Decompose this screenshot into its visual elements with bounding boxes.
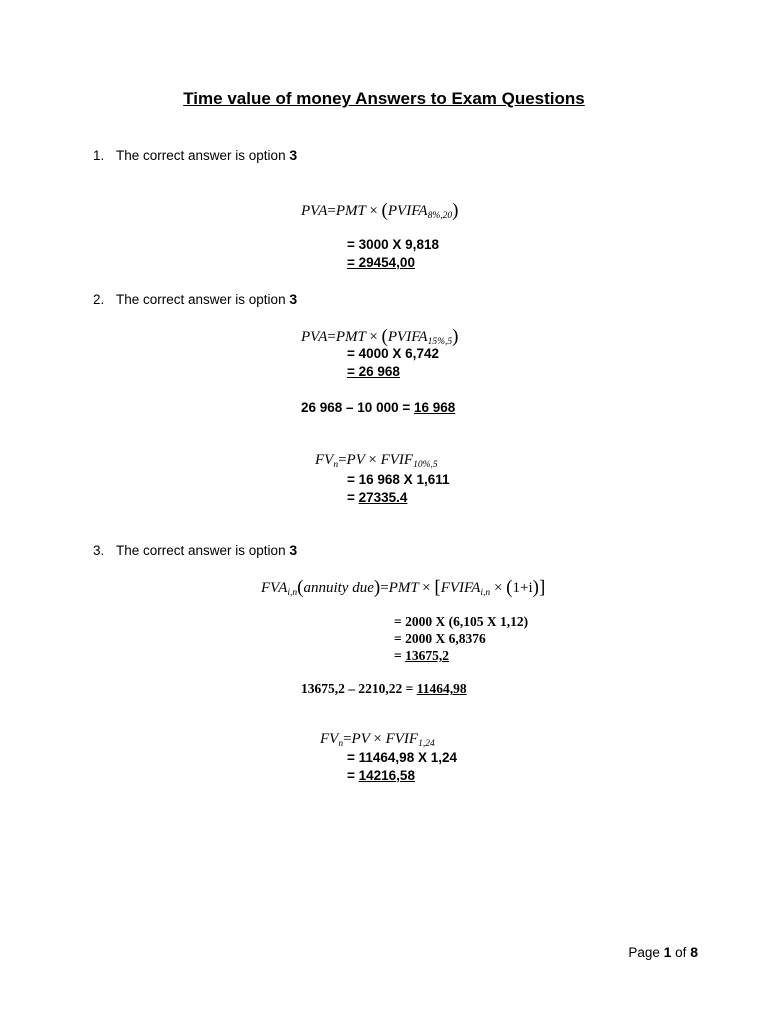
subtraction-line: 13675,2 – 2210,22 = 11464,98 [301, 681, 467, 696]
answer-option: 3 [289, 291, 298, 307]
question-text: The correct answer is option [116, 543, 286, 558]
question-2 [93, 291, 297, 307]
calc-line: = 16 968 X 1,611 [347, 472, 450, 487]
calc-result: = 27335.4 [347, 490, 408, 505]
page-number-footer: Page 1 of 8 [628, 944, 698, 960]
calc-result: = 14216,58 [347, 768, 415, 783]
question-number: 2. [93, 292, 105, 307]
subtraction-line: 26 968 – 10 000 = 16 968 [301, 400, 456, 415]
calc-line: = 2000 X 6,8376 [394, 631, 486, 646]
calc-result: = 26 968 [347, 364, 400, 379]
formula-pva-2: $PVA=PMT \times (PVIFA_{15\%,5})$ [301, 326, 459, 347]
question-text: The correct answer is option [116, 148, 286, 163]
calc-line: = 2000 X (6,105 X 1,12) [394, 614, 529, 629]
calc-line: = 11464,98 X 1,24 [347, 750, 457, 765]
answer-option: 3 [289, 147, 298, 163]
calc-result: = 29454,00 [347, 255, 415, 270]
calc-line: = 3000 X 9,818 [347, 237, 439, 252]
question-text: The correct answer is option [116, 292, 286, 307]
formula-fva-3: $FVA_{i,n}(annuity$ $due)=PMT \times [FVIFA_{i,n} \times (1+i)]$ [261, 577, 546, 598]
answer-option: 3 [289, 542, 298, 558]
question-3 [93, 542, 297, 558]
question-number: 3. [93, 543, 105, 558]
formula-pva-1: $PVA=PMT \times (PVIFA_{8\%,20})$ [301, 200, 459, 221]
formula-fv-3: $FV_n=PV$ × $FVIF_{1,24}$ [320, 731, 435, 749]
calc-line: = 4000 X 6,742 [347, 346, 439, 361]
question-1 [93, 147, 297, 163]
calc-result: = 13675,2 [394, 648, 449, 663]
question-number: 1. [93, 148, 105, 163]
formula-fv-2: $FV_n=PV$ × $FVIF_{10\%,5}$ [315, 452, 438, 470]
page-title: Time value of money Answers to Exam Questions [183, 89, 585, 108]
